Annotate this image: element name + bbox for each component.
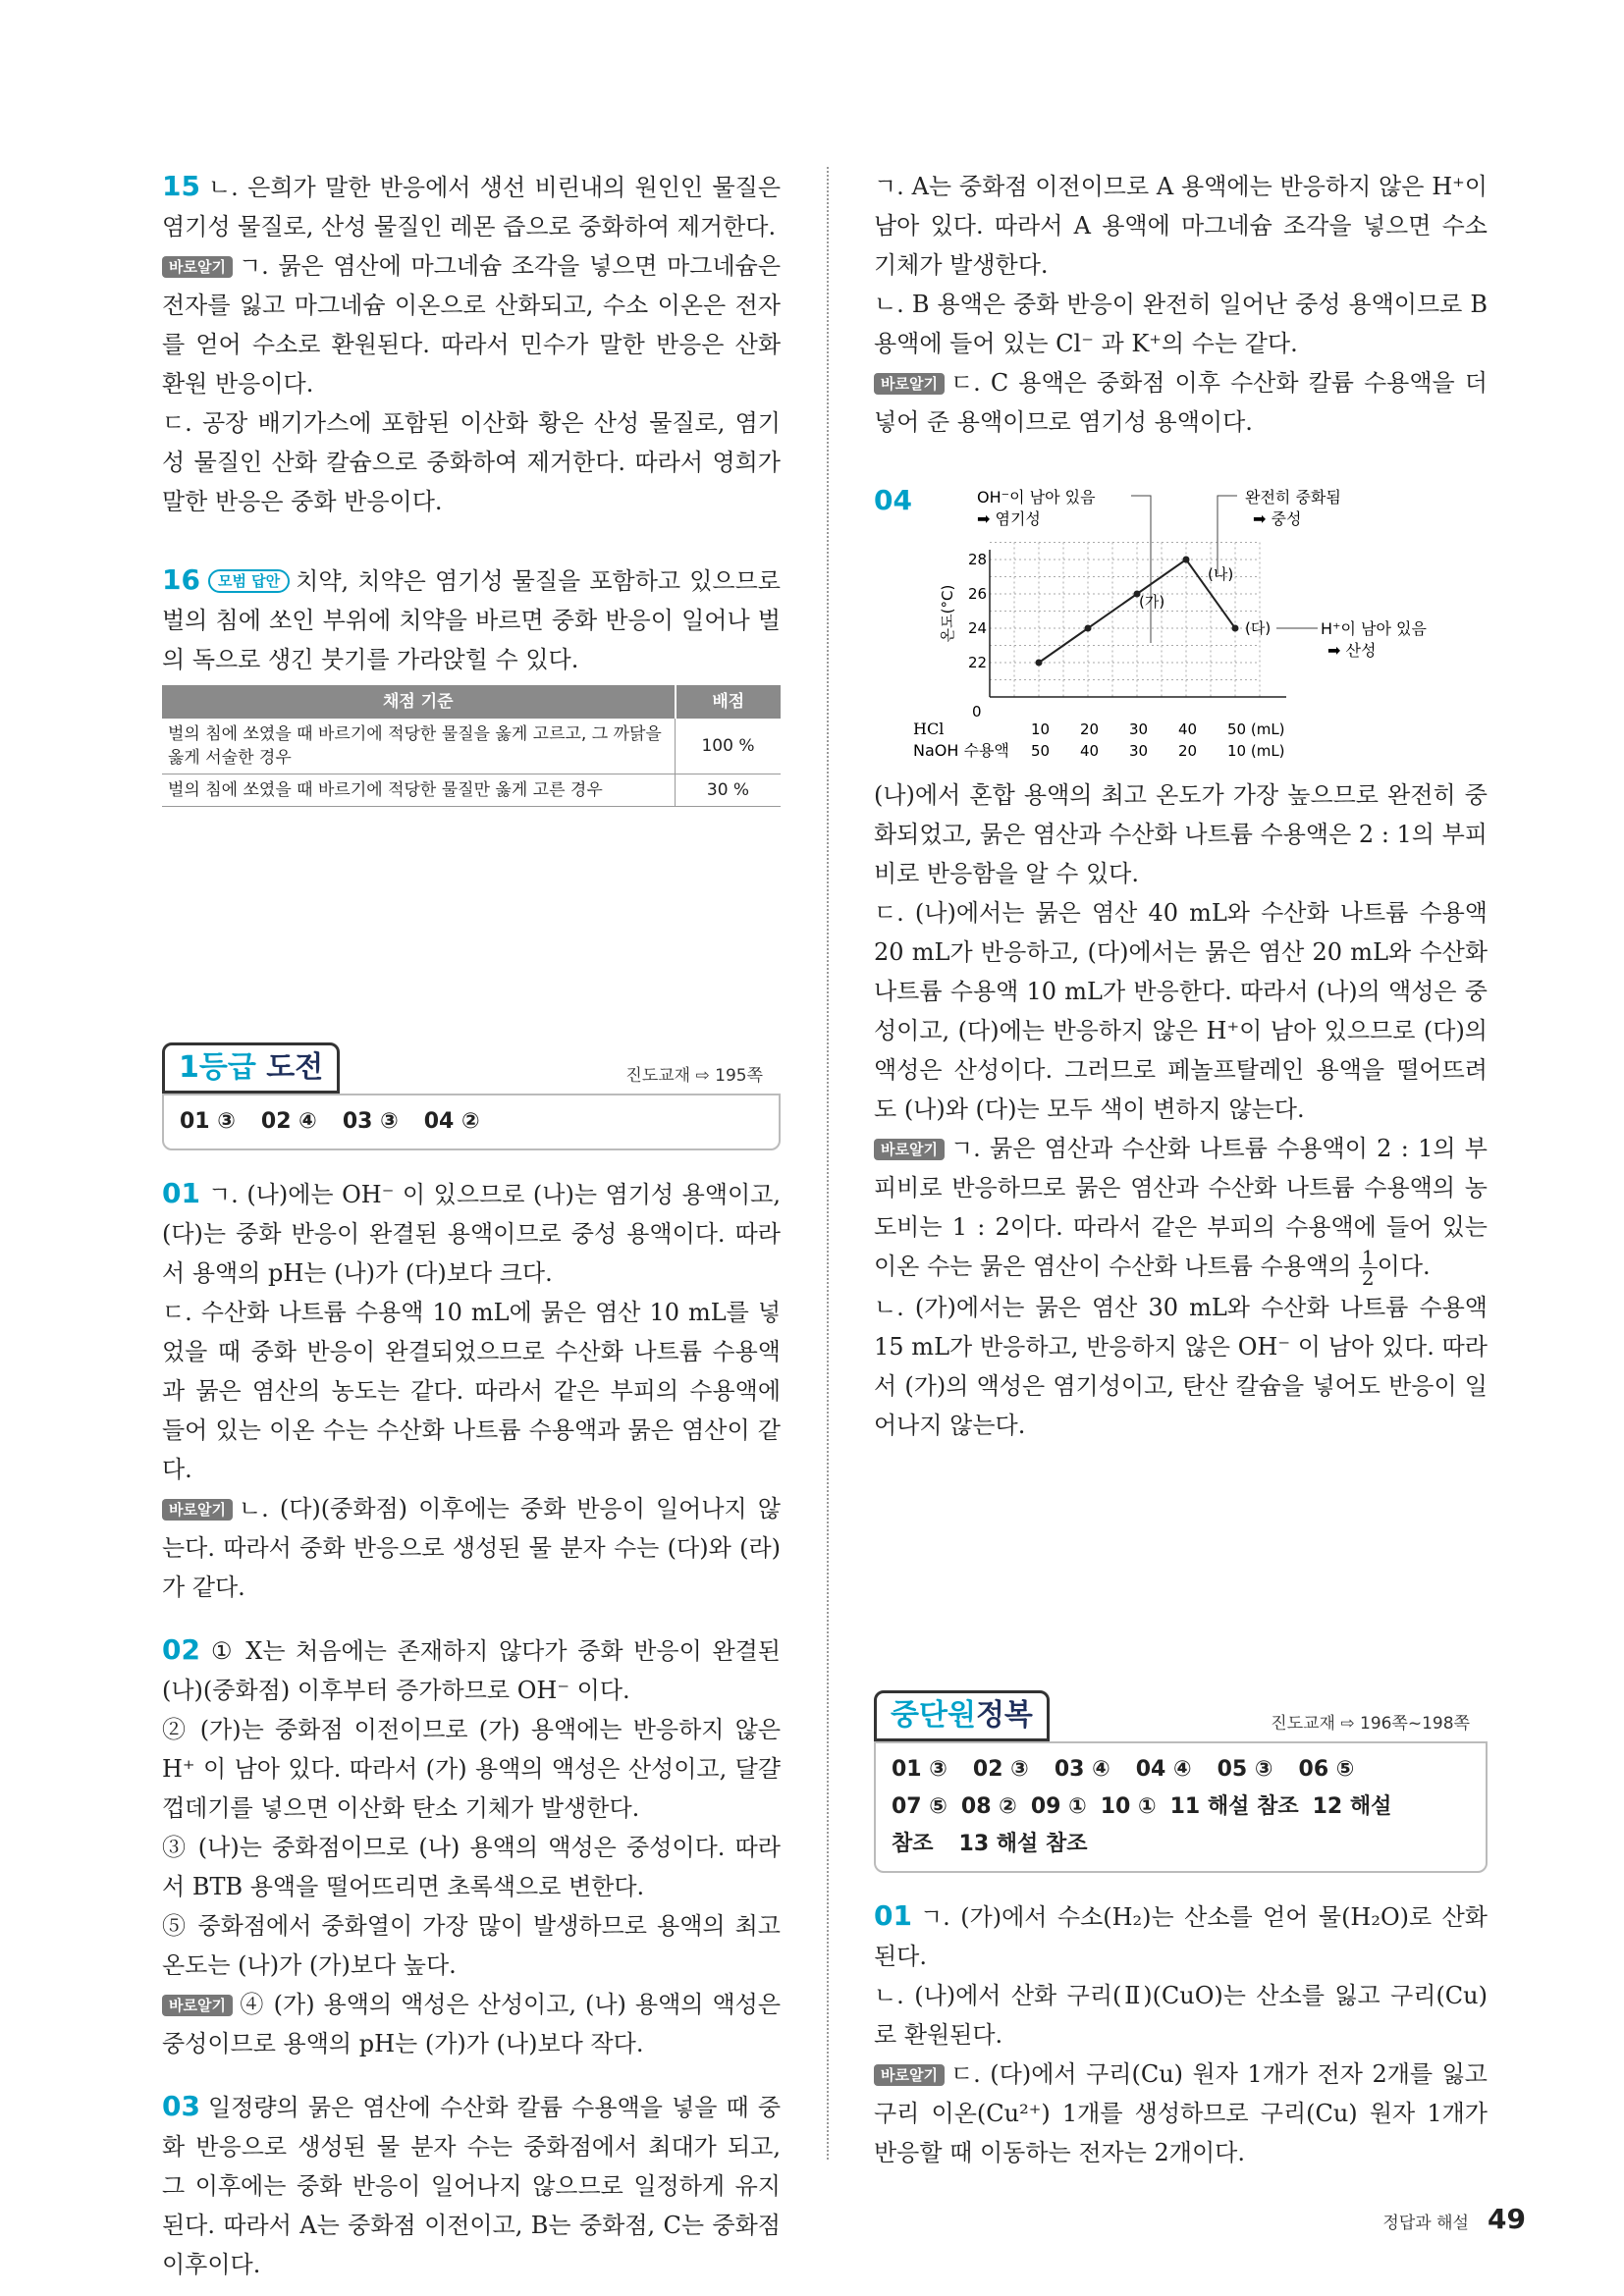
answer-02-text: ⑤ 중화점에서 중화열이 가장 많이 발생하므로 용액의 최고 온도는 (나)가 (가)보다 높다. (162, 1912, 781, 1979)
section-header-unit-review (874, 1690, 1488, 1745)
model-answer-tag: 모범 답안 (208, 569, 290, 593)
y-tick-label: 26 (968, 585, 988, 603)
point-label-ga: (가) (1139, 593, 1165, 611)
answer-04-text: ㄴ. (가)에서는 묽은 염산 30 mL와 수산화 나트륨 수용액 15 mL가 반응하고, 반응하지 않은 OH⁻ 이 남아 있다. 따라서 (가)의 액성은 염기성이고, 탄산 칼슘을 넣어도 반응이 일어나지 않는다. (874, 1294, 1488, 1439)
x-tick-label: 40 (1178, 721, 1198, 738)
barogi-tag: 바로알기 (162, 256, 233, 278)
answer-key: 01 ③ 02 ④ 03 ③ 04 ② (162, 1094, 781, 1150)
x-tick-label: 50 (1031, 742, 1051, 760)
annotation-oh: OH⁻이 남아 있음 (977, 488, 1096, 507)
answer-03-cont: ㄴ. B 용액은 중화 반응이 완전히 일어난 중성 용액이므로 B 용액에 들어 있는 Cl⁻ 과 K⁺의 수는 같다. (874, 291, 1488, 357)
annotation-acidic: ➡ 산성 (1327, 641, 1377, 660)
x-tick-labels (1031, 721, 1285, 760)
answer-01-text: ㄷ. 수산화 나트륨 수용액 10 mL에 묽은 염산 10 mL를 넣었을 때 중화 반응이 완결되었으므로 수산화 나트륨 수용액과 묽은 염산의 농도는 같다. 따라서 같은 부피의 수용액에 들어 있는 이온 수는 수산화 나트륨 수용액과 묽은 염산이 같다. (162, 1299, 781, 1483)
answer-03: 03 일정량의 묽은 염산에 수산화 칼륨 수용액을 넣을 때 중화 반응으로 생성된 물 분자 수는 중화점에서 최대가 되고, 그 이후에는 중화 반응이 일어나지 않으므로 일정하게 유지된다. 따라서 A는 중화점 이전이고, B는 중화점, C는 중화점 이후이다. (162, 2090, 781, 2278)
textbook-reference: 진도교재 ⇨ 195쪽 (625, 1066, 763, 1086)
point-label-da: (다) (1245, 619, 1272, 637)
answer-02-fix: 바로알기 ④ (가) 용액의 액성은 산성이고, (나) 용액의 액성은 중성이므로 용액의 pH는 (가)가 (나)보다 작다. (162, 1991, 781, 2057)
answer-b01: 01 ㄱ. (가)에서 수소(H₂)는 산소를 얻어 물(H₂O)로 산화된다. (874, 1899, 1488, 1970)
table-row: 벌의 침에 쏘였을 때 바르기에 적당한 물질만 옳게 고른 경우 30 % (162, 774, 781, 807)
y-tick-label: 28 (968, 551, 988, 568)
annotation-neutralized: 완전히 중화됨 (1245, 488, 1341, 507)
textbook-reference: 진도교재 ⇨ 196쪽~198쪽 (1271, 1714, 1470, 1734)
footer-title: 정답과 해설 (1382, 2214, 1469, 2233)
answer-b01-fix: 바로알기 ㄷ. (다)에서 구리(Cu) 원자 1개가 전자 2개를 잃고 구리 이온(Cu²⁺) 1개를 생성하므로 구리(Cu) 원자 1개가 반응할 때 이동하는 전자는 2개이다. (874, 2060, 1488, 2166)
answer-01: 01 ㄱ. (나)에는 OH⁻ 이 있으므로 (나)는 염기성 용액이고, (다)는 중화 반응이 완결된 용액이므로 중성 용액이다. 따라서 용액의 pH는 (나)가 (다)보다 크다. (162, 1177, 781, 1287)
origin-label: 0 (972, 703, 982, 721)
annotation-line-left (1131, 496, 1151, 643)
x-tick-label: 40 (1080, 742, 1100, 760)
y-tick-labels (968, 551, 987, 671)
section-title: 1등급 도전 (162, 1042, 340, 1094)
barogi-tag: 바로알기 (874, 2064, 945, 2086)
x-tick-label: 20 (1080, 721, 1100, 738)
scoring-table (162, 685, 781, 807)
answer-15-fix2: ㄷ. 공장 배기가스에 포함된 이산화 황은 산성 물질로, 염기성 물질인 산화 칼슘으로 중화하여 제거한다. 따라서 영희가 말한 반응은 중화 반응이다. (162, 409, 781, 515)
answer-15-fix: 바로알기 ㄱ. 묽은 염산에 마그네슘 조각을 넣으면 마그네슘은 전자를 잃고 마그네슘 이온으로 산화되고, 수소 이온은 전자를 얻어 수소로 환원된다. 따라서 민수가 말한 반응은 산화 환원 반응이다. (162, 252, 781, 398)
y-tick-label: 22 (968, 654, 988, 671)
hcl-label: HCl (913, 720, 945, 738)
barogi-tag: 바로알기 (874, 1139, 945, 1160)
scoring-header-criteria: 채점 기준 (162, 685, 676, 719)
answer-04-number: 04 (874, 484, 912, 516)
barogi-tag: 바로알기 (874, 373, 945, 395)
temperature-graph (874, 481, 1488, 775)
annotation-line-mid (1218, 496, 1237, 574)
x-tick-label: 50 (mL) (1227, 721, 1285, 738)
graph-svg (874, 481, 1488, 775)
data-point (1085, 625, 1092, 632)
answer-01-fix: 바로알기 ㄴ. (다)(중화점) 이후에는 중화 반응이 일어나지 않는다. 따라서 중화 반응으로 생성된 물 분자 수는 (다)와 (라)가 같다. (162, 1495, 781, 1601)
x-tick-label: 10 (1031, 721, 1051, 738)
annotation-basic: ➡ 염기성 (977, 509, 1041, 528)
page-number: 49 (1488, 2203, 1526, 2235)
answer-04-text: (나)에서 혼합 용액의 최고 온도가 가장 높으므로 완전히 중화되었고, 묽은 염산과 수산화 나트륨 수용액은 2 : 1의 부피비로 반응함을 알 수 있다. (874, 781, 1488, 887)
answer-02: 02 ① X는 처음에는 존재하지 않다가 중화 반응이 완결된 (나)(중화점) 이후부터 증가하므로 OH⁻ 이다. (162, 1633, 781, 1704)
answer-16: 16 모범 답안 치약, 치약은 염기성 물질을 포함하고 있으므로 벌의 침에 쏘인 부위에 치약을 바르면 중화 반응이 일어나 벌의 독으로 생긴 붓기를 가라앉힐 수 있다. (162, 563, 781, 673)
point-label-na: (나) (1208, 565, 1234, 583)
table-row: 벌의 침에 쏘였을 때 바르기에 적당한 물질을 옳게 고르고, 그 까닭을 옳게 서술한 경우 100 % (162, 719, 781, 774)
answer-key: 01 ③ 02 ③ 03 ④ 04 ④ 05 ③ 06 ⑤ 07 ⑤ 08 ② 09 ① 10 ① 11 해설 참조 12 해설 참조 13 해설 참조 (874, 1741, 1488, 1873)
left-column (162, 167, 781, 2284)
section-title: 중단원정복 (874, 1690, 1050, 1741)
x-tick-label: 30 (1129, 742, 1149, 760)
page-footer (1382, 2203, 1526, 2235)
barogi-tag: 바로알기 (162, 1995, 233, 2016)
fraction-one-half: $\frac{1}{2}$ (1359, 1248, 1378, 1288)
naoh-label: NaOH 수용액 (913, 741, 1009, 760)
data-point (1183, 557, 1190, 563)
data-point (1036, 660, 1043, 667)
answer-15: 15 ㄴ. 은희가 말한 반응에서 생선 비린내의 원인인 물질은 염기성 물질로, 산성 물질인 레몬 즙으로 중화하여 제거한다. (162, 170, 781, 240)
answer-02-text: ③ (나)는 중화점이므로 (나) 용액의 액성은 중성이다. 따라서 BTB 용액을 떨어뜨리면 초록색으로 변한다. (162, 1834, 781, 1900)
answer-b01-text: ㄴ. (나)에서 산화 구리(Ⅱ)(CuO)는 산소를 잃고 구리(Cu)로 환원된다. (874, 1982, 1488, 2049)
x-tick-label: 30 (1129, 721, 1149, 738)
data-point (1232, 625, 1239, 632)
y-axis-label: 온도(°C) (939, 584, 956, 643)
y-tick-label: 24 (968, 619, 988, 637)
answer-03-fix: 바로알기 ㄷ. C 용액은 중화점 이후 수산화 칼륨 수용액을 더 넣어 준 용액이므로 염기성 용액이다. (874, 369, 1488, 436)
right-column (874, 167, 1488, 2172)
answer-04-text: ㄷ. (나)에서는 묽은 염산 40 mL와 수산화 나트륨 수용액 20 mL가 반응하고, (다)에서는 묽은 염산 20 mL와 수산화 나트륨 수용액 10 mL가 반응한다. 따라서 (나)의 액성은 중성이고, (다)에는 반응하지 않은 H⁺이 남아 있으므로 (다)의 액성은 산성이다. 그러므로 페놀프탈레인 용액을 떨어뜨려도 (나)와 (다)는 모두 색이 변하지 않는다. (874, 899, 1488, 1123)
x-tick-label: 10 (mL) (1227, 742, 1285, 760)
answer-04-fix: 바로알기 ㄱ. 묽은 염산과 수산화 나트륨 수용액이 2 : 1의 부피비로 반응하므로 묽은 염산과 수산화 나트륨 수용액의 농도비는 1 : 2이다. 따라서 같은 부피의 수용액에 들어 있는 이온 수는 묽은 염산이 수산화 나트륨 수용액의 $\frac{1}{2}$ 이다. (874, 1135, 1488, 1290)
annotation-neutral: ➡ 중성 (1253, 509, 1302, 528)
barogi-tag: 바로알기 (162, 1499, 233, 1521)
x-tick-label: 20 (1178, 742, 1198, 760)
answer-02-text: ② (가)는 중화점 이전이므로 (가) 용액에는 반응하지 않은 H⁺ 이 남아 있다. 따라서 (가) 용액의 액성은 산성이고, 달걀 껍데기를 넣으면 이산화 탄소 기체가 발생한다. (162, 1716, 781, 1822)
answer-03-cont: ㄱ. A는 중화점 이전이므로 A 용액에는 반응하지 않은 H⁺이 남아 있다. 따라서 A 용액에 마그네슘 조각을 넣으면 수소 기체가 발생한다. (874, 173, 1488, 279)
annotation-h: H⁺이 남아 있음 (1321, 619, 1427, 638)
column-divider (827, 167, 829, 2160)
section-header-challenge (162, 1042, 781, 1097)
scoring-header-points: 배점 (676, 685, 782, 719)
